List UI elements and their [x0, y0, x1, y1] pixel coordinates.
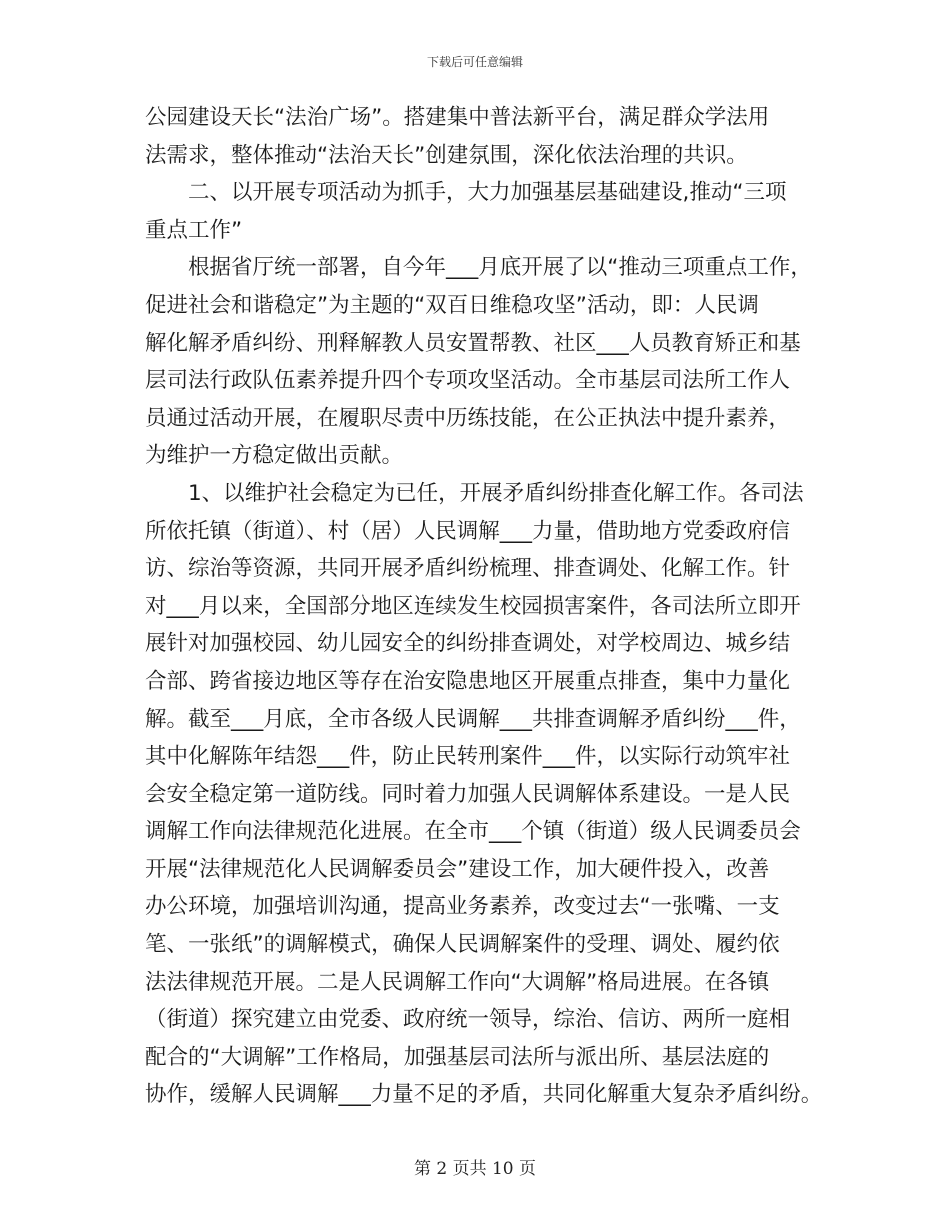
- page-header: 下载后可任意编辑: [426, 55, 523, 69]
- paragraph-line: 其中化解陈年结怨___件，防止民转刑案件___件，以实际行动筑牢社: [145, 744, 791, 770]
- paragraph-line: 所依托镇（街道）、村（居）人民调解___力量，借助地方党委政府信: [145, 518, 791, 544]
- paragraph-line: 员通过活动开展，在履职尽责中历练技能，在公正执法中提升素养，: [145, 405, 791, 431]
- paragraph-line: 促进社会和谐稳定”为主题的“双百日维稳攻坚”活动，即：人民调: [145, 292, 759, 318]
- paragraph-line: 展针对加强校园、幼儿园安全的纠纷排查调处，对学校周边、城乡结: [145, 631, 791, 657]
- paragraph-line: 公园建设天长“法治广场”。搭建集中普法新平台，满足群众学法用: [145, 105, 770, 130]
- paragraph-line: 法需求，整体推动“法治天长”创建氛围，深化依法治理的共识。: [145, 142, 748, 168]
- paragraph-line: 为维护一方稳定做出贡献。: [145, 443, 404, 469]
- paragraph-line: 解化解矛盾纠纷、刑释解教人员安置帮教、社区___人员教育矫正和基: [145, 330, 801, 356]
- paragraph-line: 开展“法律规范化人民调解委员会”建设工作，加大硬件投入，改善: [145, 856, 770, 882]
- paragraph-line: 解。截至___月底，全市各级人民调解___共排查调解矛盾纠纷___件，: [145, 706, 801, 732]
- paragraph-line: 笔、一张纸”的调解模式，确保人民调解案件的受理、调处、履约依: [145, 932, 780, 958]
- paragraph-line: 根据省厅统一部署，自今年___月底开展了以“推动三项重点工作，: [188, 255, 812, 281]
- section-heading-line: 重点工作”: [145, 217, 243, 243]
- paragraph-line: 1、以维护社会稳定为已任，开展矛盾纠纷排查化解工作。各司法: [188, 480, 804, 506]
- paragraph-line: （街道）探究建立由党委、政府统一领导，综治、信访、两所一庭相: [145, 1007, 791, 1033]
- paragraph-line: 配合的“大调解”工作格局，加强基层司法所与派出所、基层法庭的: [145, 1044, 770, 1070]
- section-heading-line: 二、以开展专项活动为抓手，大力加强基层基础建设,推动“三项: [188, 180, 787, 206]
- paragraph-line: 访、综治等资源，共同开展矛盾纠纷梳理、排查调处、化解工作。针: [145, 556, 791, 582]
- paragraph-line: 层司法行政队伍素养提升四个专项攻坚活动。全市基层司法所工作人: [145, 368, 791, 394]
- page-footer: 第 2 页共 10 页: [413, 1159, 537, 1179]
- paragraph-line: 会安全稳定第一道防线。同时着力加强人民调解体系建设。一是人民: [145, 781, 791, 807]
- paragraph-line: 办公环境，加强培训沟通，提高业务素养，改变过去“一张嘴、一支: [145, 894, 780, 920]
- body-text: [145, 99, 835, 1114]
- paragraph-line: 对___月以来，全国部分地区连续发生校园损害案件，各司法所立即开: [145, 593, 801, 619]
- paragraph-line: 协作，缓解人民调解___力量不足的矛盾，共同化解重大复杂矛盾纠纷。: [145, 1082, 823, 1108]
- paragraph-line: 调解工作向法律规范化进展。在全市___个镇（街道）级人民调委员会: [145, 819, 801, 845]
- paragraph-line: 合部、跨省接边地区等存在治安隐患地区开展重点排查，集中力量化: [145, 668, 791, 694]
- paragraph-line: 法法律规范开展。二是人民调解工作向“大调解”格局进展。在各镇: [145, 969, 770, 995]
